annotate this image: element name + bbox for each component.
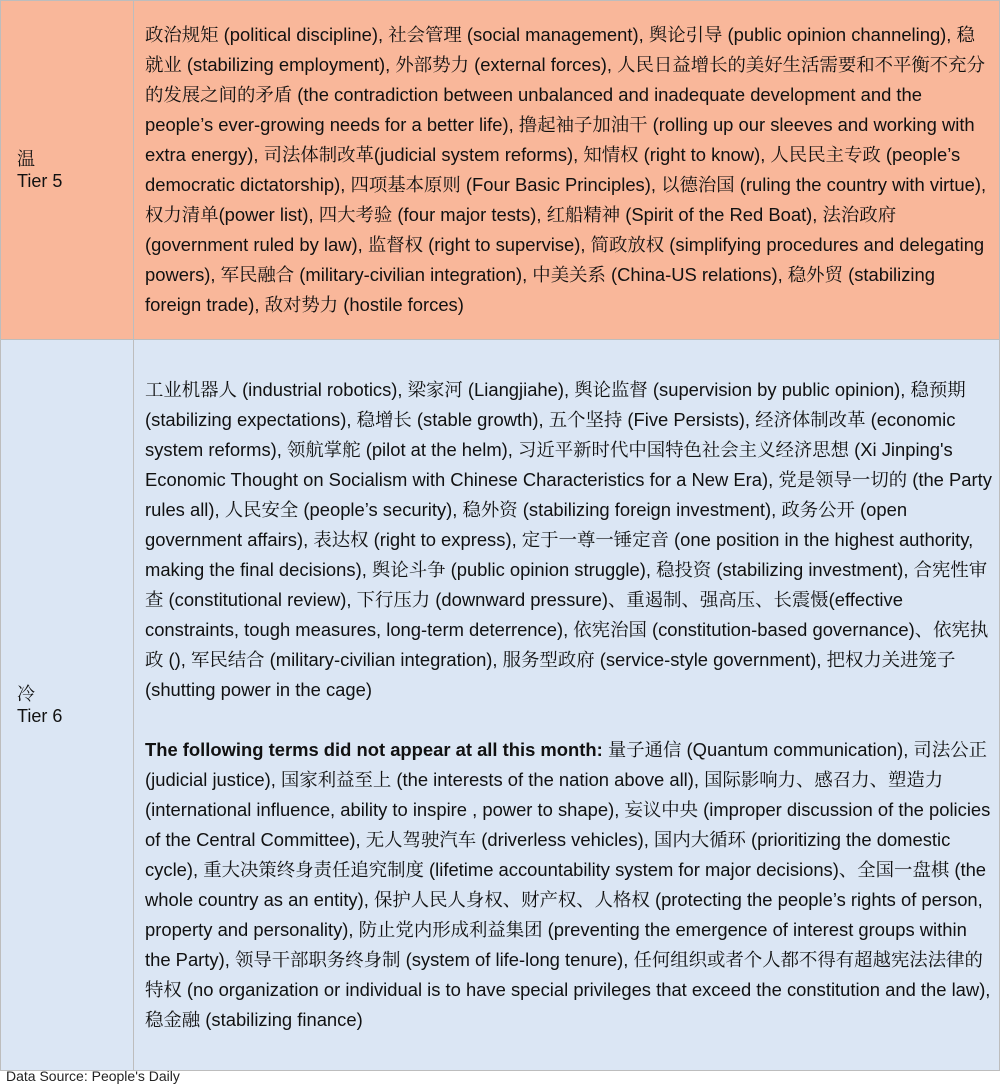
tier-chinese-label: 温 bbox=[17, 149, 35, 169]
terms-cell bbox=[134, 340, 1000, 1071]
tier-chinese-label: 冷 bbox=[17, 684, 35, 704]
table-row-tier-5 bbox=[1, 1, 1000, 340]
terms-text: 政治规矩 (political discipline), 社会管理 (social management), 舆论引导 (public opinion channeling), 稳就业 (stabilizing employment), 外部势力 (external forces), 人民日益增长的美好生活需要和不平衡不充分的发展之间的矛盾 (the contradiction between unbalanced and inadequate development and the people’s ever-growing needs for a better life), 撸起袖子加油干 (rolling up our sleeves and working with extra energy), 司法体制改革(judicial system reforms), 知情权 (right to know), 人民民主专政 (people’s democratic dictatorship), 四项基本原则 (Four Basic Principles), 以德治国 (ruling the country with virtue), 权力清单(power list), 四大考验 (four major tests), 红船精神 (Spirit of the Red Boat), 法治政府 (government ruled by law), 监督权 (right to supervise), 简政放权 (simplifying procedures and delegating powers), 军民融合 (military-civilian integration), 中美关系 (China-US relations), 稳外贸 (stabilizing foreign trade), 敌对势力 (hostile forces) bbox=[145, 24, 987, 315]
absent-terms-paragraph bbox=[145, 735, 993, 1035]
table-row-tier-6 bbox=[1, 340, 1000, 1071]
tier-label: Tier 5 bbox=[17, 171, 63, 191]
absent-terms-text: 量子通信 (Quantum communication), 司法公正 (judicial justice), 国家利益至上 (the interests of the nation above all), 国际影响力、感召力、塑造力 (international influence, ability to inspire , power to shape), 妄议中央 (improper discussion of the policies of the Central Committee), 无人驾驶汽车 (driverless vehicles), 国内大循环 (prioritizing the domestic cycle), 重大决策终身责任追究制度 (lifetime accountability system for major decisions)、全国一盘棋 (the whole country as an entity), 保护人民人身权、财产权、人格权 (protecting the people’s rights of person, property and personality), 防止党内形成利益集团 (preventing the emergence of interest groups within the Party), 领导干部职务终身制 (system of life-long tenure), 任何组织或者个人都不得有超越宪法法律的特权 (no organization or individual is to have special privileges that exceed the constitution and the law), 稳金融 (stabilizing finance) bbox=[145, 739, 991, 1030]
absent-terms-heading: The following terms did not appear at all this month: bbox=[145, 739, 603, 760]
tier-label: Tier 6 bbox=[17, 706, 63, 726]
tier-label-cell bbox=[1, 1, 134, 340]
terms-text: 工业机器人 (industrial robotics), 梁家河 (Liangjiahe), 舆论监督 (supervision by public opinion), 稳预期 (stabilizing expectations), 稳增长 (stable growth), 五个坚持 (Five Persists), 经济体制改革 (economic system reforms), 领航掌舵 (pilot at the helm), 习近平新时代中国特色社会主义经济思想 (Xi Jinping's Economic Thought on Socialism with Chinese Characteristics for a New Era), 党是领导一切的 (the Party rules all), 人民安全 (people’s security), 稳外资 (stabilizing foreign investment), 政务公开 (open government affairs), 表达权 (right to express), 定于一尊一锤定音 (one position in the highest authority, making the final decisions), 舆论斗争 (public opinion struggle), 稳投资 (stabilizing investment), 合宪性审查 (constitutional review), 下行压力 (downward pressure)、重遏制、强高压、长震慑(effective constraints, tough measures, long-term deterrence), 依宪治国 (constitution-based governance)、依宪执政 (), 军民结合 (military-civilian integration), 服务型政府 (service-style government), 把权力关进笼子 (shutting power in the cage) bbox=[145, 379, 992, 700]
data-source-note: Data Source: People's Daily bbox=[6, 1068, 180, 1084]
terms-cell bbox=[134, 1, 1000, 340]
tier-label-cell bbox=[1, 340, 134, 1071]
